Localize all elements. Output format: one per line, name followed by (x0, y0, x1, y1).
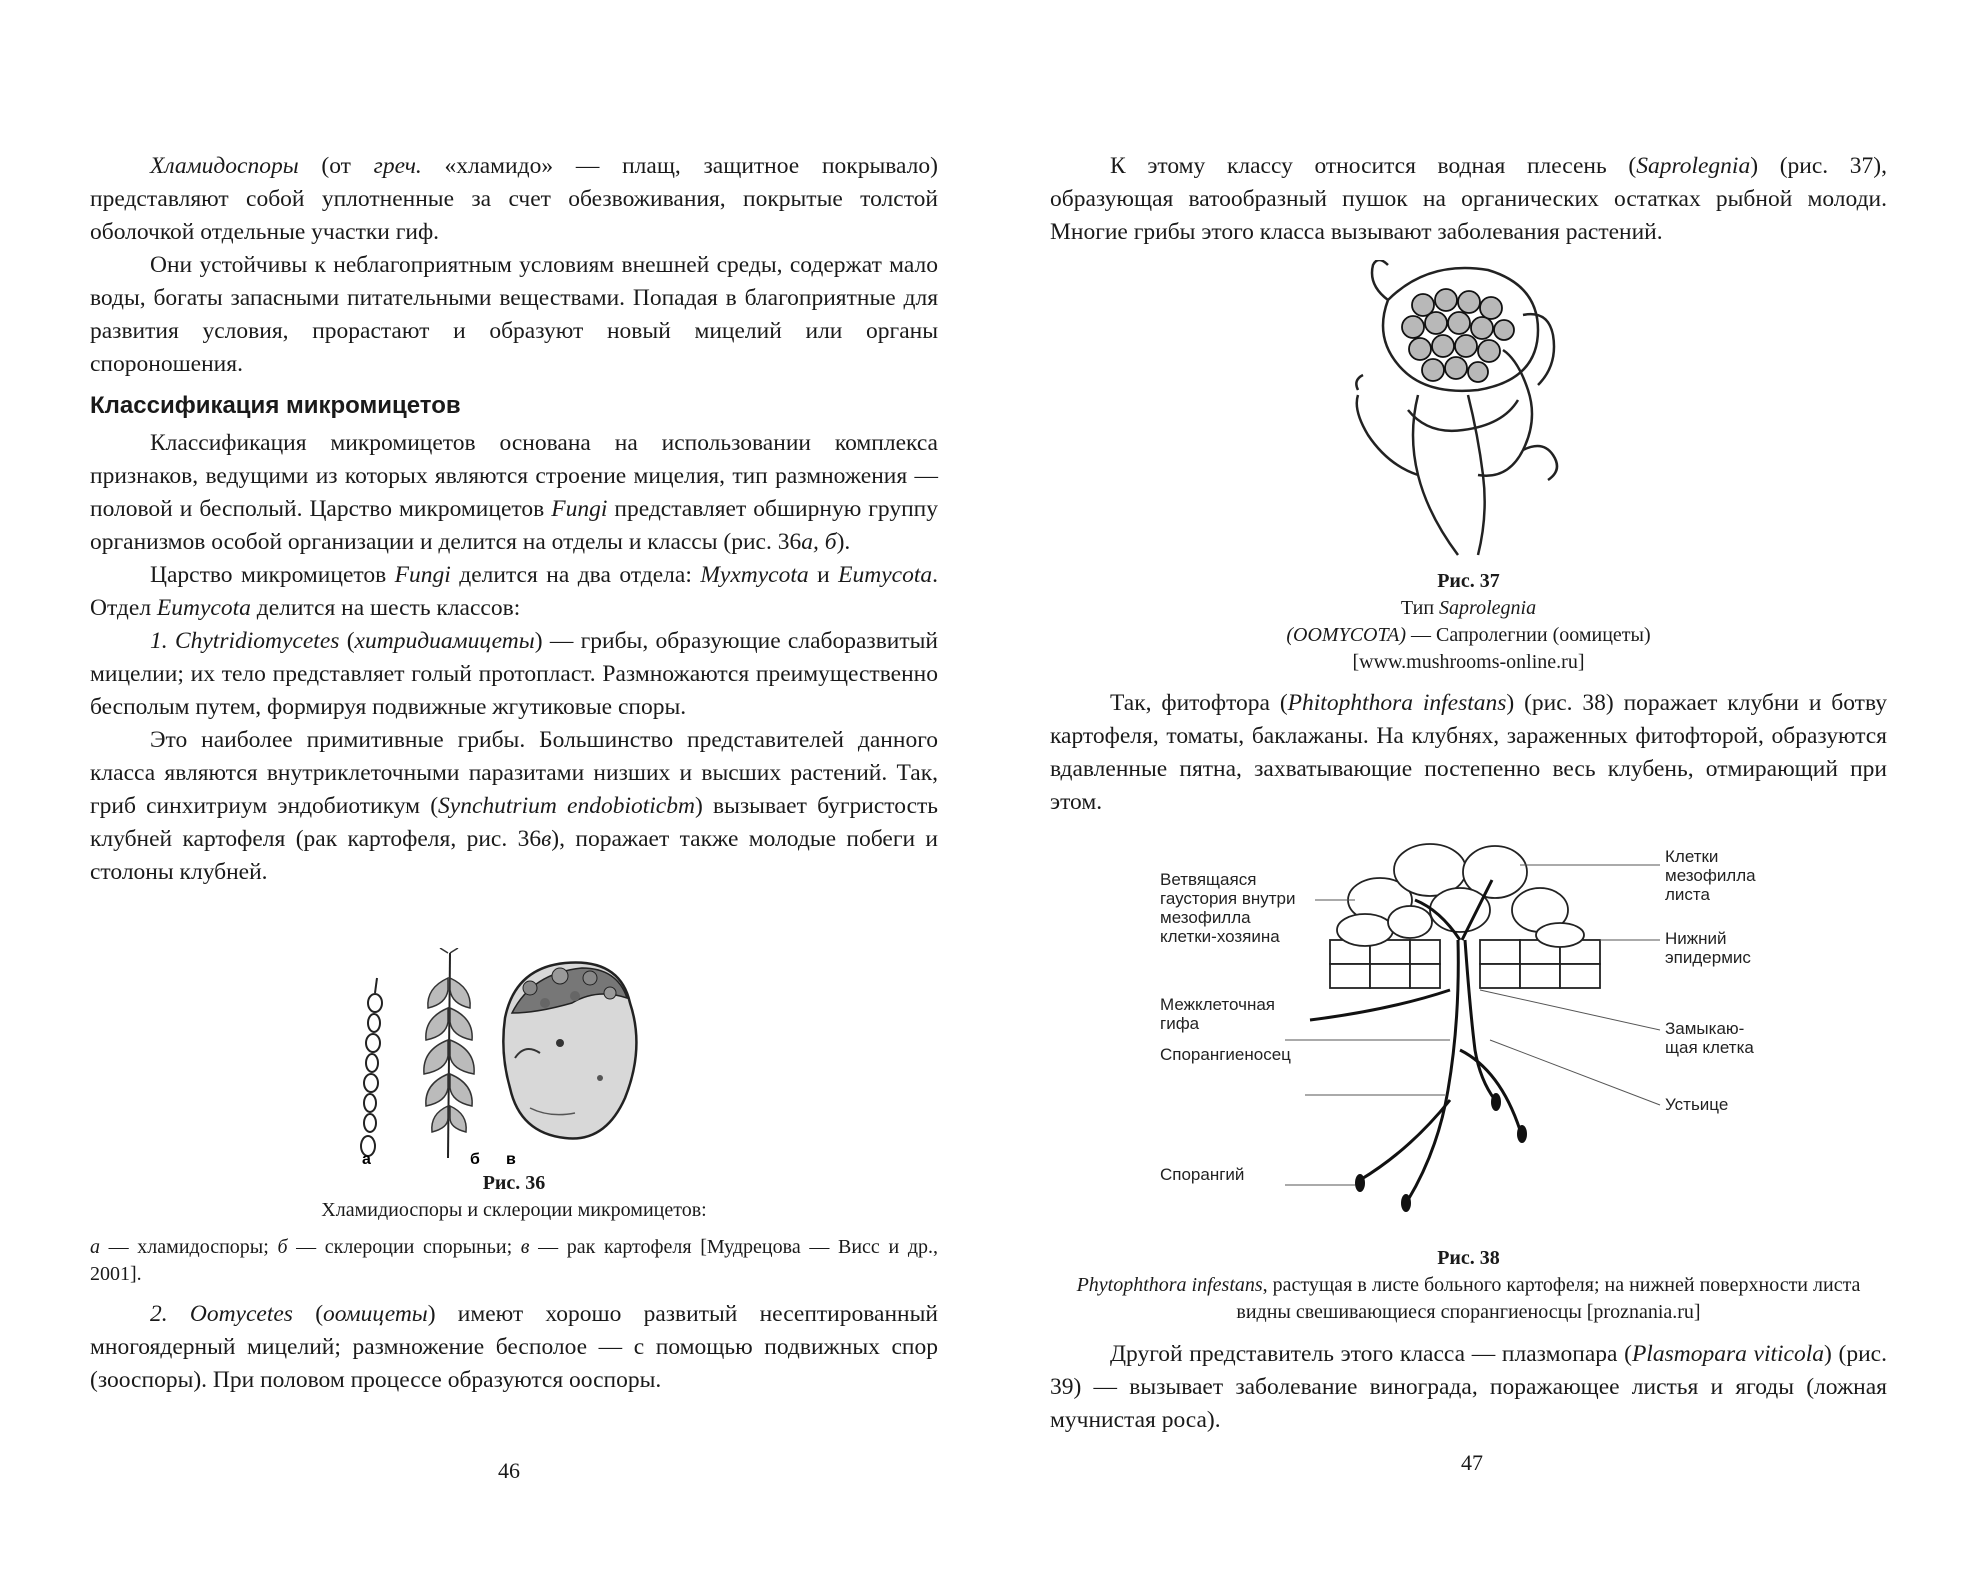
figure-37-caption (1050, 568, 1887, 676)
section-heading: Классификация микромицетов (90, 392, 461, 419)
fig36-legend: а — хламидоспоры; б — склероции спорыньи; в — рак картофеля [Мудрецова — Висс и др., 2001]. (90, 1236, 938, 1285)
figure-38 (1160, 840, 1800, 1240)
fig38-caption: Phytophthora infestans, растущая в листе больного картофеля; на нижней поверхности листа видны свешивающиеся спорангиеносцы [proznania.ru] (1076, 1274, 1861, 1323)
fig37-title: Рис. 37 (1437, 570, 1500, 592)
label-guard-cell: Замыкаю- щая клетка (1665, 1019, 1754, 1057)
ergot-spike (424, 948, 474, 1158)
left-text-top (90, 150, 938, 889)
figure-38-caption (1050, 1245, 1887, 1326)
fig36-label-v: в (506, 1151, 516, 1166)
label-sporangium: Спорангий (1160, 1165, 1245, 1184)
fig36-label-b: б (470, 1151, 480, 1166)
page-number-47: 47 (1461, 1450, 1483, 1475)
figure-36-caption (90, 1170, 938, 1288)
right-text-bottom (1050, 1338, 1887, 1437)
label-mesophyll-cells: Клетки мезофилла листа (1665, 847, 1756, 904)
chlamydospore-chain (361, 978, 382, 1156)
paragraph-oomycetes: 2. Oomycetes (оомицеты) имеют хорошо развитый несептированный многоядерный мицелий; размножение бесполое — с помощью подвижных спор (зооспоры). При половом процессе образуются ооспоры. (90, 1301, 938, 1393)
paragraph-classification: Классификация микромицетов основана на использовании комплекса признаков, ведущими из которых являются строение мицелия, тип размножения — половой и бесполый. Царство микромицетов Fungi представляет обширную группу организмов особой организации и делится на отделы и классы (рис. 36а, б). (90, 430, 938, 555)
paragraph-phytophthora: Так, фитофтора (Phitophthora infestans) (рис. 38) поражает клубни и ботву картофеля, томаты, баклажаны. На клубнях, зараженных фитофторой, образуются вдавленные пятна, захватывающие постепенно весь клубень, отмирающий при этом. (1050, 690, 1887, 815)
right-text-middle (1050, 687, 1887, 819)
paragraph-chytridiomycetes: 1. Chytridiomycetes (хитридиамицеты) — грибы, образующие слаборазвитый мицелии; их тело представляет голый протопласт. Размножаются преимущественно бесполым путем, формируя подвижные жгутиковые споры. (90, 628, 938, 720)
paragraph-kingdom: Царство микромицетов Fungi делится на два отдела: Myxmycota и Eumycota. Отдел Eumycota делится на шесть классов: (90, 562, 939, 621)
label-branching-haustorium: Ветвящаяся гаустория внутри мезофилла клетки-хозяина (1160, 870, 1296, 946)
fig36-title: Рис. 36 (482, 1172, 546, 1194)
figure-37 (1348, 260, 1578, 560)
leaf-cells (1330, 844, 1600, 988)
label-sporangiophore: Спорангиеносец (1160, 1045, 1291, 1064)
paragraph-chlamydospores: Хламидоспоры (от греч. «хламидо» — плащ, защитное покрывало) представляют собой уплотненные за счет обезвоживания, покрытые толстой оболочкой отдельные участки гиф. (90, 153, 938, 245)
fig38-title: Рис. 38 (1437, 1247, 1500, 1269)
paragraph-saprolegnia: К этому классу относится водная плесень (Saprolegnia) (рис. 37), образующая ватообразный пушок на органических остатках рыбной молоди. Многие грибы этого класса вызывают заболевания растений. (1050, 153, 1887, 245)
label-intercellular-hypha: Межклеточная гифа (1160, 995, 1276, 1033)
page-number-46: 46 (498, 1458, 520, 1483)
paragraph-resistance: Они устойчивы к неблагоприятным условиям внешней среды, содержат мало воды, богаты запасными питательными веществами. Попадая в благоприятные для развития условия, прорастают и образуют новый мицелий или органы спороношения. (90, 252, 938, 377)
paragraph-primitive: Это наиболее примитивные грибы. Большинство представителей данного класса являются внутриклеточными паразитами низших и высших растений. Так, гриб синхитриум эндобиотикум (Synchutrium endobioticbm) вызывает бугристость клубней картофеля (рак картофеля, рис. 36в), поражает также молодые побеги и столоны клубней. (90, 727, 938, 885)
label-lower-epidermis: Нижний эпидермис (1665, 929, 1751, 967)
fig37-line1: Тип Saprolegnia (1400, 597, 1537, 619)
right-text-top (1050, 150, 1887, 249)
figure-36 (330, 948, 660, 1166)
fig36-label-a: а (362, 1151, 371, 1166)
left-text-bottom (90, 1298, 938, 1397)
label-stoma: Устьице (1665, 1095, 1729, 1114)
fig37-line2: (OOMYCOTA) — Сапролегнии (оомицеты) (1286, 624, 1651, 646)
zoospores-cluster (1402, 289, 1514, 382)
fig36-caption: Хламидиоспоры и склероции микромицетов: (321, 1199, 707, 1221)
paragraph-plasmopara: Другой представитель этого класса — плазмопара (Plasmopara viticola) (рис. 39) — вызывает заболевание винограда, поражающее листья и ягоды (ложная мучнистая роса). (1050, 1341, 1887, 1433)
potato-wart-tuber (503, 963, 636, 1139)
fig37-line3: [www.mushrooms-online.ru] (1352, 651, 1585, 673)
